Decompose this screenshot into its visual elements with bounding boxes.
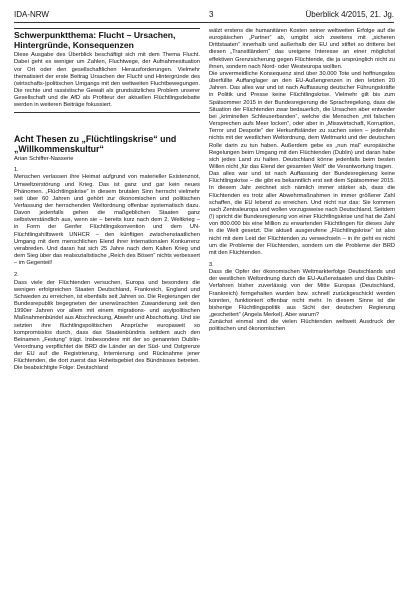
right-column (209, 28, 395, 334)
thesis-paragraph: Menschen verlassen ihre Heimat aufgrund von materieller Existenznot, Umweltzerstörung und Krieg. Das ist ganz und gar kein neues Phänomen. „Flüchtlingskrise“ in diesem brutalen Sinn herrscht vielmehr seit über 60 Jahren und gehört zur ökonomischen und politischen Verfassung der herrschenden Weltordnung offenbar systematisch dazu. Davon jedenfalls gehen die maßgeblichen Staaten ganz selbstverständlich aus, wenn sie – bereits kurz nach dem 2. Weltkrieg – in Form der Genfer Flüchtlingskonvention und dem UN-Flüchtlingshilfswerk UNHCR – den künftigen zwischenstaatlichen Umgang mit dem menschlichen Elend ihrer internationalen Konkurrenz verabreden. Und daran hat sich 25 Jahre nach dem Kalten Krieg und dem Sieg über das realsozialistische „Reich des Bösen“ nichts verbessert – im Gegenteil! (14, 174, 200, 267)
issue-label: Überblick 4/2015, 21. Jg. (305, 10, 394, 19)
intro-text: Diese Ausgabe des Überblick beschäftigt sich mit dem Thema Flucht. Dabei geht es weniger um Zahlen, Fluchtwege, der Aufnahmesituation vor Ort oder den gesellschaftlichen Herausforderungen. Vielmehr thematisiert der erste Beitrag Ursachen der Flucht und Hintergründe des (wirtschafts-)politischen Umgangs mit den weltweiten Fluchtbewegungen. Die rechte und rassistische Gewalt als grundsätzliches Problem unserer Gesellschaft und die AfD als Profiteur der aktuellen Flüchtlingsdebatte werden in weiteren Beiträge fokussiert. (14, 52, 200, 109)
article-title: Acht Thesen zu „Flüchtlingskrise“ und „Willkommenskultur“ (14, 134, 177, 155)
thesis-paragraph: Das alles war und ist nach Auffassung der Bundesregierung keine Flüchtlingskrise – die gibt es bekanntlich erst seit dem Spätsommer 2015. In diesem Jahr zeichnet sich nämlich immer stärker ab, dass die Flüchtenden es trotz aller Abwehrmaßnahmen in immer größerer Zahl schaffen, die EU lebend zu erreichen. Und nicht nur das: Sie kommen nach Zentraleuropa und wollen vorzugsweise nach Deutschland. Seitdem (!) spricht die Bundesregierung von einer Flüchtlingskrise und hat die Zahl von 800.000 bis eine Million zu erwartenden Flüchtlingen für dieses Jahr in die Welt gesetzt. Die aktuell ausgerufene „Flüchtlingskrise“ ist also nicht mit dem Leid der Flüchtenden zu verwechseln – in ihr geht es nicht um die Probleme der Flüchtenden, sondern um die Probleme der BRD mit den Flüchtenden. (209, 171, 395, 256)
left-column (14, 28, 200, 373)
page-number: 3 (209, 10, 214, 19)
thesis-number: 3. (209, 262, 214, 268)
thesis-paragraph: Die unvermeidliche Konsequenz sind über 30.000 Tote und hoffnungslos überfüllte Auffanglager an den EU-Außengrenzen in den letzten 20 Jahren. Das alles war und ist nach Auffassung deutscher Führungskräfte in Politik und Presse keine Flüchtlingskrise. Vielmehr gilt bis zum Spätsommer 2015 in der Bundesregierung die Sprachregelung, dass die Situation der Flüchtenden zwar bedauerlich, die Ursachen aber entweder bei „kriminellen Schleuserbanden“, welche die Menschen „mit falschen Versprechen aufs Meer locken“, oder aber in „Misswirtschaft, Korruption, Terror und Despotie“ der Herkunftsländer zu suchen seien – jedenfalls nichts mit der westlichen Weltordnung, dem Weltmarkt und der deutschen Rolle darin zu tun haben. Außerdem gebe es „nun mal“ europäische Regelungen beim Umgang mit den Flüchtenden (Dublin) und daran habe sich jedes Land zu halten. Deutschland könne jedenfalls beim besten Willen nicht „für das Elend der gesamten Welt“ die Verantwortung tragen. (209, 70, 395, 170)
thesis-paragraph: Dass viele der Flüchtenden versuchen, Europa und besonders die wenigen erfolgreichen Staaten Deutschland, Frankreich, England und Schweden zu erreichen, ist ebenfalls seit Jahren so. Die Regierungen der Bundesrepublik begegneten der unerwünschten Zuwanderung seit den 1990er Jahren vor allem mit einem migrations- und asylpolitischen Maßnahmenbündel aus Abschreckung, Abwehr und Abschottung. Und sie setzten ihre flüchtlingspolitischen Ansprüche europaweit so kompromisslos durch, dass das Staatenbündnis seitdem auch den Beinamen „Festung“ trägt. Insbesondere mit der so genannten Dublin-Verordnung verpflichtet die BRD die Länder an der Süd- und Ostgrenze der EU auf die Registrierung, Internierung und Rücknahme jener Flüchtenden, die dort zuerst das Hoheitsgebiet des Bündnisses betreten. Die beabsichtigte Folge: Deutschland (14, 279, 200, 372)
intro-box-bottom-rule (14, 112, 200, 113)
intro-box-top-rule (14, 28, 200, 29)
thesis-number: 2. (14, 272, 19, 279)
article-author: Arian Schiffer-Nasserie (14, 156, 74, 163)
thesis-paragraph: wälzt erstens die humanitären Kosten seiner weltweiten Erfolge auf die europäischen „Partner“ ab, umgibt sich zweitens mit „sicheren Drittstaaten“ innerhalb und außerhalb der EU und stiftet so drittens bei diesen „Transitländern“ das ureigene Interesse an einer möglichst effektiven Grenzsicherung gegen Flüchtende, die ja ursprünglich nicht zu ihnen, sondern nach Nord- oder Westeuropa wollten. (209, 28, 395, 70)
header-rule (14, 22, 394, 23)
thesis-paragraph: Dass die Opfer der ökonomischen Weltmarkterfolge Deutschlands und der westlichen Weltordnung durch die EU-Außenstaaten und das Dublin-Verfahren bisher zuverlässig von der Mitte Europas (Deutschland, Frankreich) ferngehalten wurden bzw. schnell zurückgeschickt werden konnten, funktioniert offenbar nicht mehr. In diesem Sinne ist die bisherige Flüchtlingspolitik aus Sicht der deutschen Regierung „gescheitert“ (Angela Merkel). Aber warum? (209, 269, 395, 319)
thesis-number: 1. (14, 167, 19, 174)
intro-title: Schwerpunktthema: Flucht – Ursachen, Hintergründe, Konsequenzen (14, 30, 176, 50)
intro-box (14, 31, 200, 109)
thesis-paragraph: Zunächst einmal sind die vielen Flüchtenden weltweit Ausdruck der politischen und ökonomischen (209, 319, 395, 333)
publication-name: IDA-NRW (14, 10, 49, 19)
